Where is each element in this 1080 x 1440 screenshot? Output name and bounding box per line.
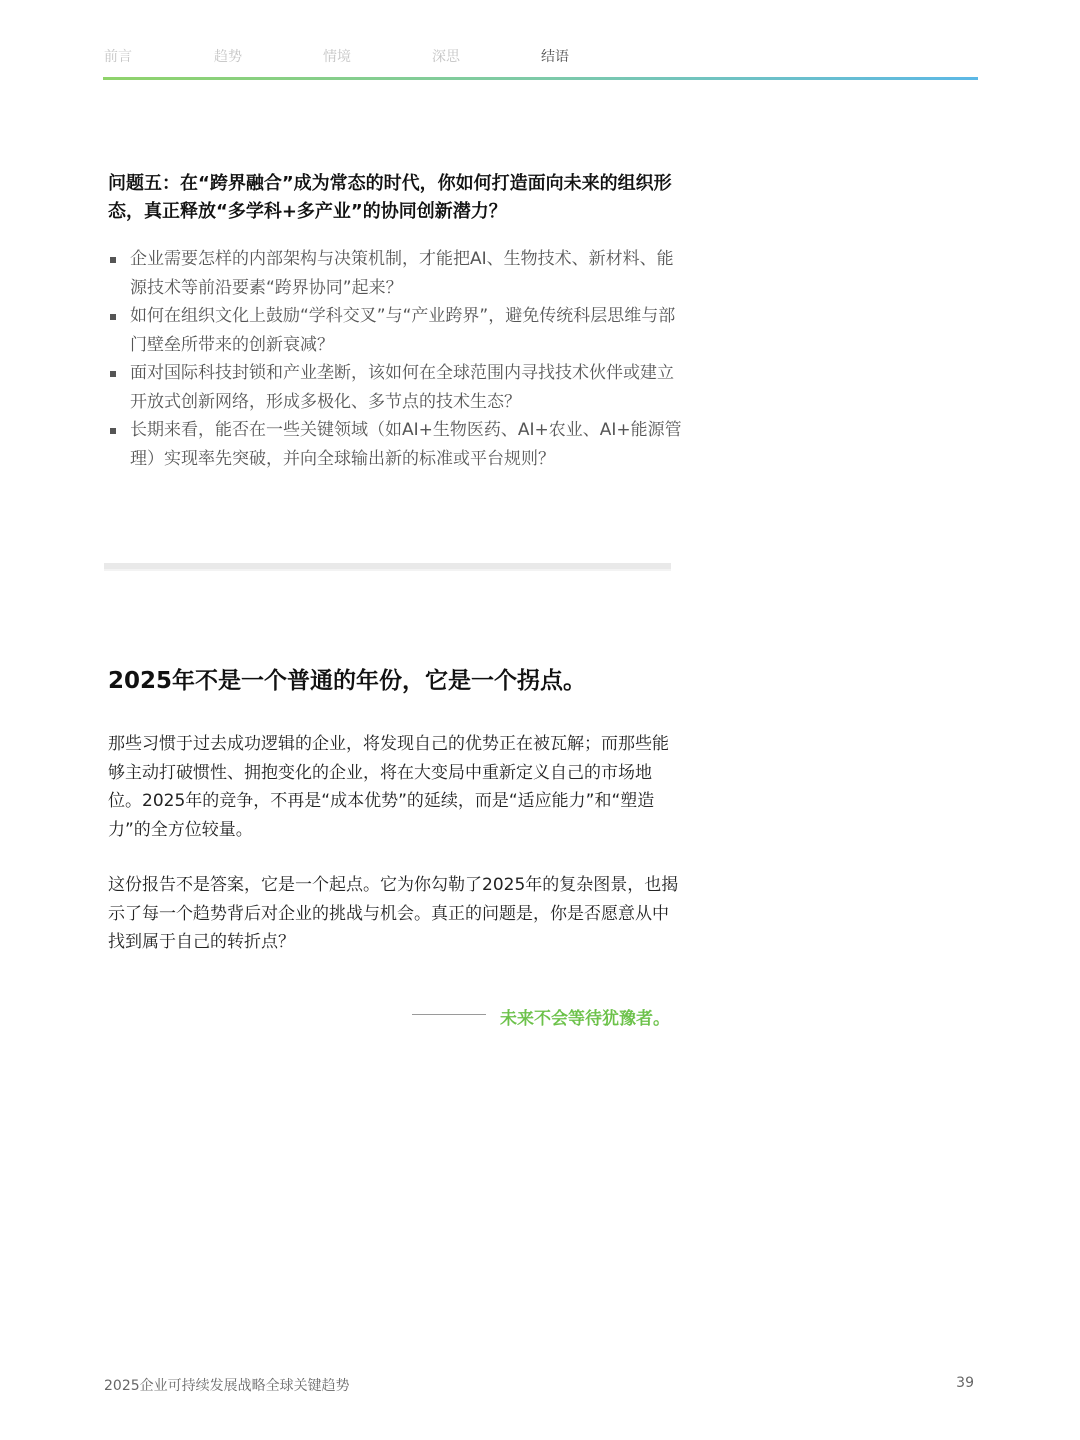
tagline-rule (412, 1014, 486, 1015)
list-item-text: 长期来看，能否在一些关键领域（如AI+生物医药、AI+农业、AI+能源管理）实现率先突破，并向全球输出新的标准或平台规则？ (130, 420, 682, 469)
closing-tagline: 未来不会等待犹豫者。 (500, 1009, 670, 1029)
top-navigation (104, 46, 978, 68)
conclusion-heading: 2025年不是一个普通的年份，它是一个拐点。 (108, 668, 587, 694)
list-item (108, 416, 683, 473)
page-number: 39 (956, 1375, 974, 1391)
footer-report-title: 2025企业可持续发展战略全球关键趋势 (104, 1378, 350, 1394)
list-item (108, 245, 683, 302)
bullet-square-icon (110, 371, 116, 377)
tab-trends[interactable]: 趋势 (214, 49, 242, 65)
conclusion-paragraph-1: 那些习惯于过去成功逻辑的企业，将发现自己的优势正在被瓦解；而那些能够主动打破惯性、拥抱变化的企业，将在大变局中重新定义自己的市场地位。2025年的竞争，不再是“成本优势”的延续，而是“适应能力”和“塑造力”的全方位较量。 (108, 734, 669, 840)
bullet-square-icon (110, 314, 116, 320)
tab-scenarios[interactable]: 情境 (323, 49, 351, 65)
nav-progress-bar (103, 77, 978, 80)
list-item (108, 302, 683, 359)
question-title: 问题五：在“跨界融合”成为常态的时代，你如何打造面向未来的组织形态，真正释放“多学科+多产业”的协同创新潜力？ (108, 173, 672, 222)
list-item-text: 如何在组织文化上鼓励“学科交叉”与“产业跨界”，避免传统科层思维与部门壁垒所带来的创新衰减？ (130, 306, 676, 355)
conclusion-paragraph-2: 这份报告不是答案，它是一个起点。它为你勾勒了2025年的复杂图景，也揭示了每一个趋势背后对企业的挑战与机会。真正的问题是，你是否愿意从中找到属于自己的转折点？ (108, 875, 679, 952)
list-item-text: 面对国际科技封锁和产业垄断，该如何在全球范围内寻找技术伙伴或建立开放式创新网络，形成多极化、多节点的技术生态？ (130, 363, 674, 412)
bullet-square-icon (110, 428, 116, 434)
tab-reflection[interactable]: 深思 (432, 49, 460, 65)
question-bullet-list (108, 245, 683, 473)
list-item-text: 企业需要怎样的内部架构与决策机制，才能把AI、生物技术、新材料、能源技术等前沿要素“跨界协同”起来？ (130, 249, 674, 298)
tab-preface[interactable]: 前言 (104, 49, 132, 65)
list-item (108, 359, 683, 416)
section-divider (104, 563, 671, 571)
bullet-square-icon (110, 257, 116, 263)
tab-conclusion[interactable]: 结语 (541, 49, 569, 65)
